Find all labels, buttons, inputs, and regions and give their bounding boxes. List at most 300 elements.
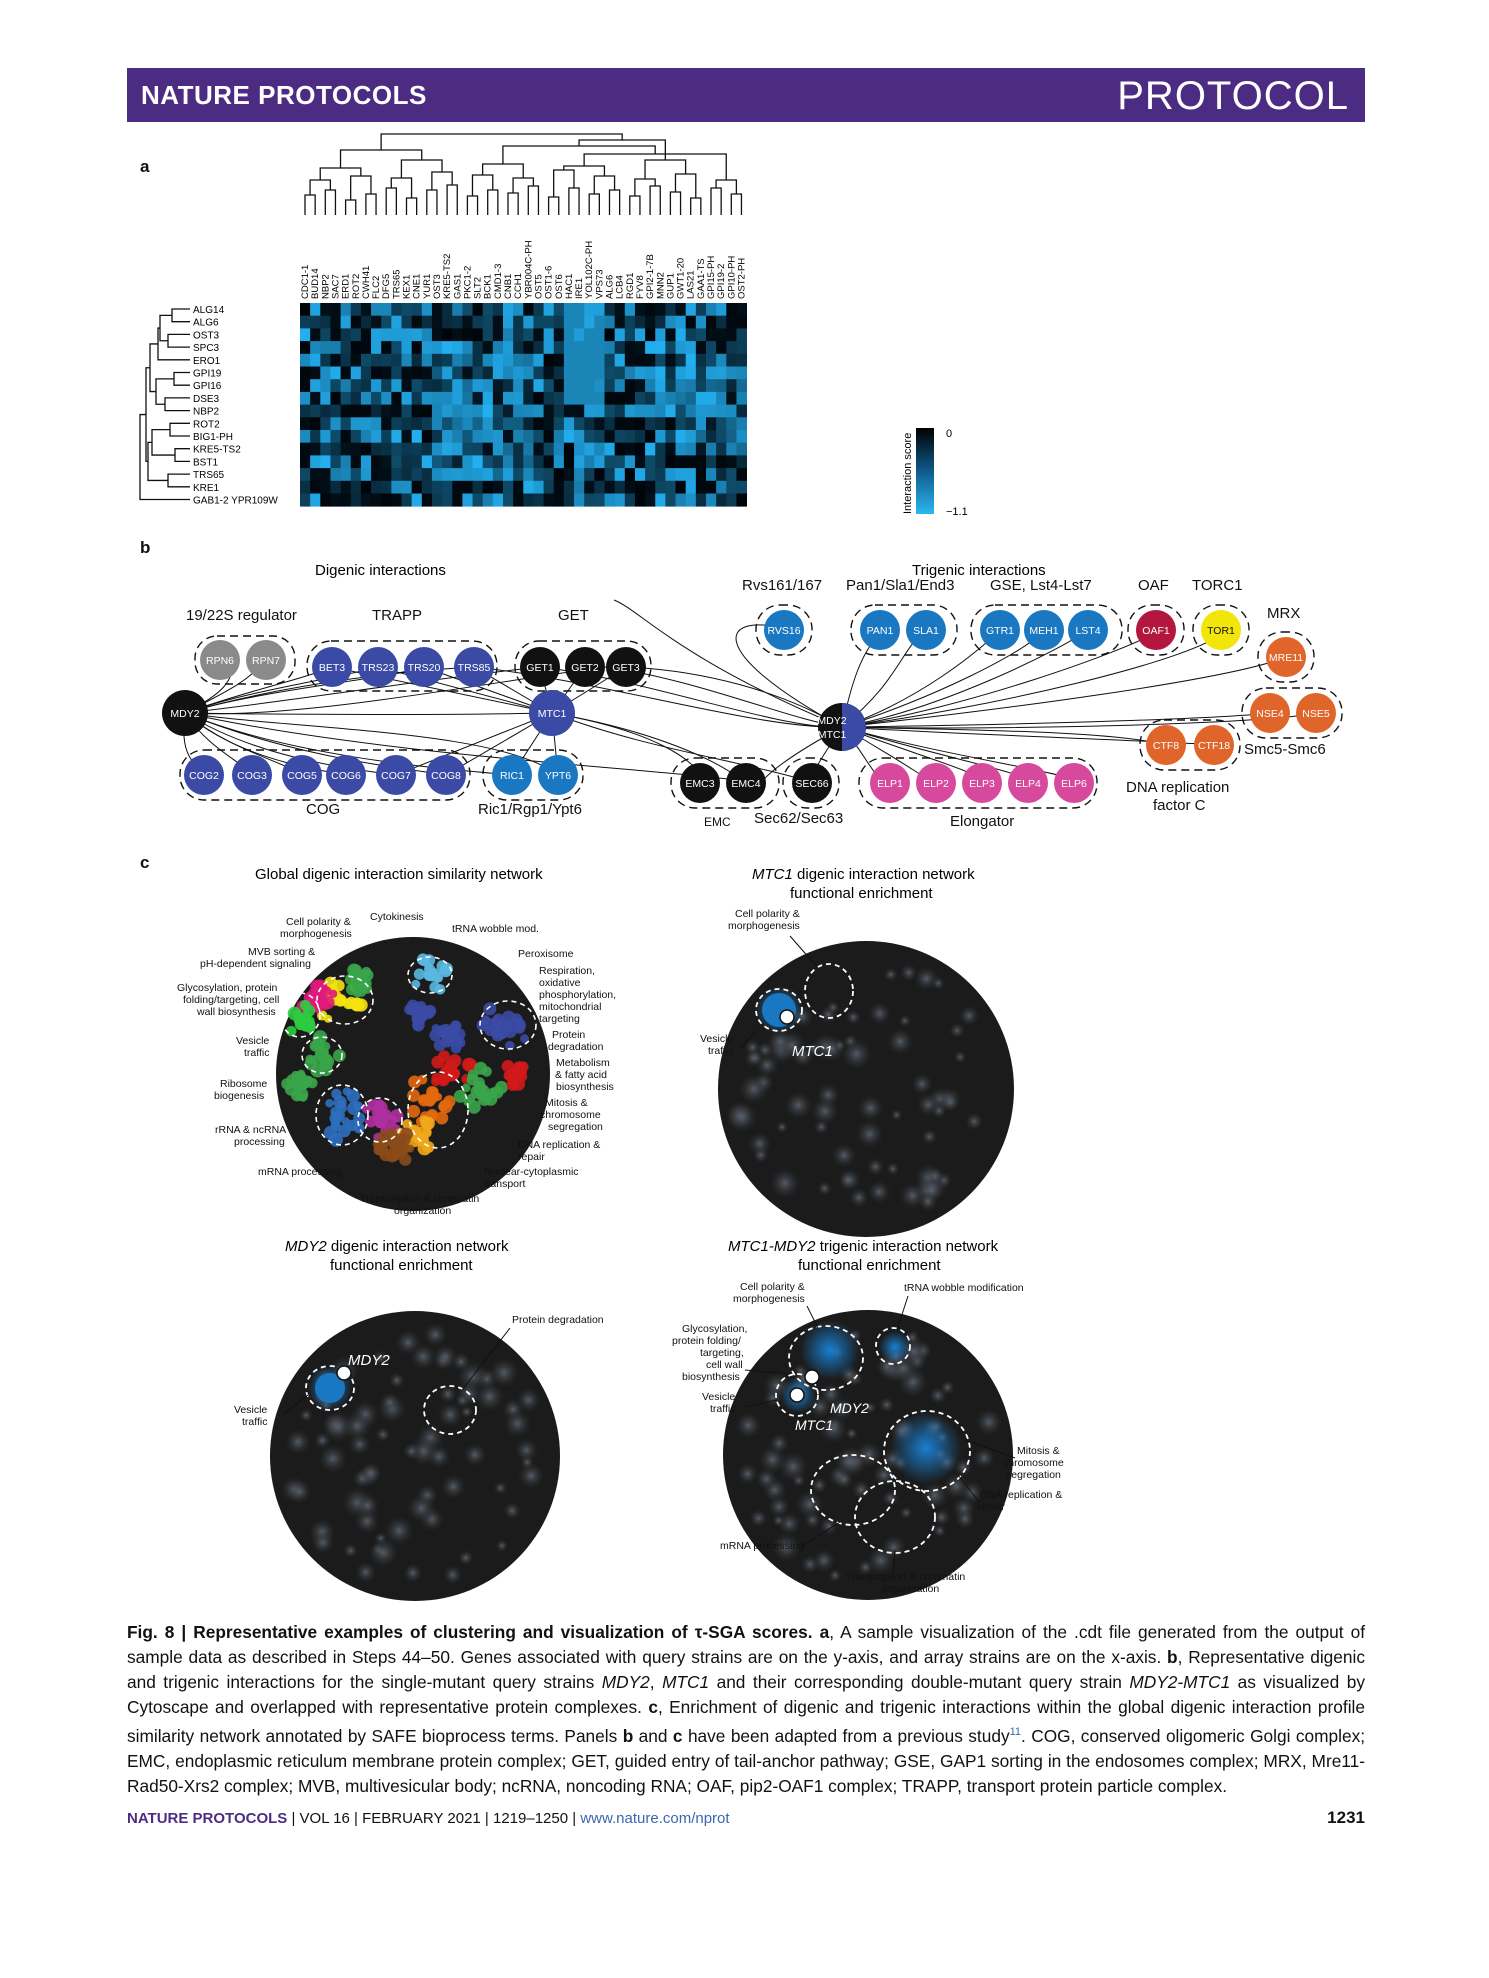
cluster-dot [389, 1148, 401, 1160]
heatmap-cell [574, 379, 585, 392]
row-dendrogram [140, 309, 190, 500]
heatmap-cell [391, 379, 402, 392]
background-cluster [920, 1481, 949, 1510]
background-cluster [949, 1022, 965, 1038]
network-node-label: GET3 [612, 662, 640, 674]
heatmap-cell [726, 481, 737, 494]
heatmap-cell [412, 392, 423, 405]
heatmap-cell [391, 354, 402, 367]
heatmap-cell [351, 430, 362, 443]
tri-subtitle: functional enrichment [798, 1257, 941, 1274]
cluster-dot [419, 1095, 427, 1103]
heatmap-cell [635, 443, 646, 456]
heatmap-cell [320, 379, 331, 392]
heatmap-cell [615, 328, 626, 341]
heatmap-cell [341, 354, 352, 367]
group-label-cog: COG [306, 801, 341, 818]
background-cluster [318, 1444, 348, 1474]
column-label: NBP2 [320, 274, 332, 299]
color-legend [916, 428, 934, 514]
heatmap-cell [686, 494, 697, 507]
background-cluster [833, 1039, 846, 1052]
heatmap-cell [615, 405, 626, 418]
heatmap-cell [655, 379, 666, 392]
heatmap-cell [625, 430, 636, 443]
glabel-1: Cell polarity & [286, 916, 351, 928]
heatmap-cell [503, 303, 514, 316]
heatmap-cell [351, 494, 362, 507]
heatmap-cell [391, 405, 402, 418]
heatmap-cell [736, 328, 747, 341]
heatmap-cell [706, 392, 717, 405]
heatmap-cell [381, 430, 392, 443]
cluster-dot [406, 1145, 414, 1153]
tri-label-3c: targeting, [700, 1347, 744, 1359]
background-cluster [882, 1490, 899, 1507]
heatmap-cell [310, 455, 321, 468]
heatmap-cell [361, 328, 372, 341]
heatmap-cell [432, 392, 443, 405]
heatmap-cell [676, 303, 687, 316]
heatmap-cell [544, 468, 555, 481]
heatmap-cell [361, 354, 372, 367]
heatmap-cell [473, 430, 484, 443]
glabel-6c: wall biosynthesis [197, 1006, 276, 1018]
heatmap-cell [493, 367, 504, 380]
heatmap-cell [544, 430, 555, 443]
heatmap-cell [412, 354, 423, 367]
heatmap-cell [371, 481, 382, 494]
background-cluster [814, 1119, 830, 1135]
heatmap-cell [330, 379, 341, 392]
heatmap-cell [462, 417, 473, 430]
caption-a-text: , A sample visualization of the .cdt file generated from the output of sample data as described in Steps 44–50. Genes associated with query strains are on the y-axis, and array strains are on the x-axis. [127, 1622, 1365, 1667]
journal-name: NATURE PROTOCOLS [141, 80, 427, 110]
cluster-dot [353, 1101, 363, 1111]
heatmap-cell [341, 367, 352, 380]
heatmap-cell [513, 430, 524, 443]
group-label-dna-rep: DNA replication [1126, 779, 1230, 796]
heatmap-cell [330, 481, 341, 494]
caption-ref-link[interactable]: 11 [1009, 1726, 1022, 1738]
heatmap-cell [483, 468, 494, 481]
background-cluster [804, 1511, 822, 1529]
heatmap-cell [513, 328, 524, 341]
heatmap-cell [341, 468, 352, 481]
heatmap-cell [584, 316, 595, 329]
heatmap-cell [300, 481, 311, 494]
heatmap-cell [686, 303, 697, 316]
cluster-dot [408, 1075, 421, 1088]
heatmap-cell [645, 468, 656, 481]
heatmap-cell [533, 455, 544, 468]
heatmap-cell [544, 405, 555, 418]
heatmap-cell [665, 481, 676, 494]
heatmap-cell [615, 354, 626, 367]
heatmap-cell [462, 430, 473, 443]
heatmap-cell [442, 316, 453, 329]
tri-label-8: Transcription & chromatin [846, 1571, 966, 1583]
heatmap-cell [330, 341, 341, 354]
row-label: ROT2 [193, 419, 220, 431]
heatmap-cell [402, 481, 413, 494]
column-label: YBR004C-PH [523, 240, 535, 299]
heatmap-cell [544, 392, 555, 405]
heatmap-cell [513, 354, 524, 367]
background-cluster [918, 1192, 938, 1212]
heatmap-cell [412, 481, 423, 494]
heatmap-cell [473, 455, 484, 468]
heatmap-cell [361, 367, 372, 380]
footer-volume: VOL 16 [299, 1810, 350, 1827]
cluster-dot [355, 998, 368, 1011]
heatmap-cell [635, 379, 646, 392]
mtc1-node [780, 1010, 794, 1024]
heatmap-cell [605, 430, 616, 443]
mdy2-label-1: Protein degradation [512, 1314, 604, 1326]
mdy2-title: MDY2 digenic interaction network [285, 1238, 509, 1255]
heatmap-cell [686, 341, 697, 354]
heatmap-cell [533, 392, 544, 405]
heatmap-cell [300, 379, 311, 392]
heatmap-cell [300, 392, 311, 405]
heatmap-cell [554, 303, 565, 316]
heatmap-cell [635, 354, 646, 367]
heatmap-cell [726, 367, 737, 380]
heatmap-cell [584, 341, 595, 354]
row-label: DSE3 [193, 393, 220, 405]
background-cluster [846, 1010, 862, 1026]
mtc1-label-1b: morphogenesis [728, 920, 800, 932]
heatmap-cell [503, 392, 514, 405]
heatmap-cell [665, 443, 676, 456]
column-label: MNN2 [655, 272, 667, 299]
heatmap-cell [706, 379, 717, 392]
heatmap-cell [686, 417, 697, 430]
heatmap-cell [605, 455, 616, 468]
heatmap-cell [564, 316, 575, 329]
cluster-dot [435, 984, 445, 994]
glabel-10b: & fatty acid [555, 1069, 607, 1081]
heatmap-cell [716, 494, 727, 507]
heatmap-cell [533, 354, 544, 367]
heatmap-cell [574, 341, 585, 354]
group-label-mrx: MRX [1267, 605, 1301, 622]
tri-label-3: Glycosylation, [682, 1323, 748, 1335]
heatmap-cell [706, 328, 717, 341]
heatmap-cell [422, 494, 433, 507]
heatmap-cell [676, 417, 687, 430]
heatmap-cell [432, 455, 443, 468]
heatmap-cell [402, 341, 413, 354]
column-label: CNB1 [503, 273, 514, 299]
heatmap-cell [594, 405, 605, 418]
caption-b-text2: and their corresponding double-mutant query strain [709, 1672, 1130, 1692]
heatmap-cell [635, 341, 646, 354]
heatmap-cell [422, 405, 433, 418]
cluster-dot [347, 1089, 360, 1102]
heatmap-cell [310, 341, 321, 354]
heatmap-cell [442, 468, 453, 481]
heatmap-cell [503, 405, 514, 418]
cluster-dot [297, 1070, 305, 1078]
heatmap-cell [300, 328, 311, 341]
heatmap-cell [361, 392, 372, 405]
heatmap-cell [351, 367, 362, 380]
heatmap-cell [615, 316, 626, 329]
background-cluster [769, 1433, 790, 1454]
heatmap-cell [716, 328, 727, 341]
heatmap-cell [696, 405, 707, 418]
heatmap-cell [422, 303, 433, 316]
heatmap-cell [513, 481, 524, 494]
heatmap-cell [452, 430, 463, 443]
heatmap-cell [533, 328, 544, 341]
heatmap-cell [462, 405, 473, 418]
background-cluster [811, 1477, 828, 1494]
heatmap-cell [391, 468, 402, 481]
heatmap-cell [503, 379, 514, 392]
network-node-label: NSE5 [1302, 708, 1330, 720]
caption-and: and [633, 1725, 673, 1746]
column-label: GPI15-PH [706, 255, 717, 299]
network-node-label: MEH1 [1029, 625, 1059, 637]
group-label-elongator: Elongator [950, 813, 1015, 830]
cluster-dot [305, 1055, 314, 1064]
row-label: TRS65 [193, 470, 225, 482]
heatmap-cell [462, 494, 473, 507]
heatmap-cell [473, 468, 484, 481]
row-label: SPC3 [193, 343, 220, 355]
heatmap-cell [341, 379, 352, 392]
caption-b-text3: as visualized by Cytoscape and overlapped with representative protein complexes. [127, 1672, 1365, 1717]
heatmap-cell [533, 430, 544, 443]
heatmap-cell [442, 341, 453, 354]
heatmap-cell [655, 481, 666, 494]
row-label: BST1 [193, 457, 219, 469]
heatmap-cell [310, 468, 321, 481]
heatmap-cell [696, 354, 707, 367]
group-label-sec62: Sec62/Sec63 [754, 810, 844, 827]
heatmap-cell [554, 316, 565, 329]
heatmap-cell [493, 417, 504, 430]
heatmap-cell [625, 443, 636, 456]
heatmap-cell [564, 392, 575, 405]
heatmap-cell [726, 430, 737, 443]
heatmap-cell [300, 468, 311, 481]
heatmap-cell [361, 405, 372, 418]
heatmap-cell [523, 455, 534, 468]
glabel-16: Nuclear-cytoplasmic [484, 1166, 579, 1178]
heatmap-cell [706, 481, 717, 494]
heatmap-cell [716, 354, 727, 367]
background-cluster [898, 1014, 911, 1027]
heatmap-cell [594, 379, 605, 392]
mtc1-title: MTC1 digenic interaction network [752, 866, 975, 883]
heatmap-cell [422, 468, 433, 481]
heatmap-cell [330, 468, 341, 481]
heatmap-cell [483, 367, 494, 380]
cluster-dot [429, 1029, 441, 1041]
heatmap-cell [412, 303, 423, 316]
heatmap-cell [655, 455, 666, 468]
heatmap-cell [605, 443, 616, 456]
heatmap-cell [412, 379, 423, 392]
background-cluster [911, 1073, 933, 1095]
heatmap-cell [442, 379, 453, 392]
heatmap-cell [310, 481, 321, 494]
heatmap-cell [442, 417, 453, 430]
glabel-3: tRNA wobble mod. [452, 923, 539, 935]
heatmap-cell [452, 468, 463, 481]
heatmap-cell [645, 481, 656, 494]
cluster-dot [356, 986, 366, 996]
heatmap-cell [432, 405, 443, 418]
heatmap-cell [300, 316, 311, 329]
heatmap-cell [432, 494, 443, 507]
heatmap-cell [412, 316, 423, 329]
heatmap-cell [452, 367, 463, 380]
heatmap-cell [726, 468, 737, 481]
heatmap-cell [615, 379, 626, 392]
heatmap-cell [493, 494, 504, 507]
heatmap-cell [645, 328, 656, 341]
heatmap-cell [554, 494, 565, 507]
heatmap-cell [513, 316, 524, 329]
glabel-5: Peroxisome [518, 948, 574, 960]
heatmap-cell [645, 354, 656, 367]
heatmap-cell [564, 379, 575, 392]
heatmap-cell [696, 481, 707, 494]
heatmap-cell [706, 443, 717, 456]
background-cluster [954, 1050, 967, 1063]
heatmap-cell [513, 468, 524, 481]
heatmap-cell [442, 481, 453, 494]
heatmap-cell [351, 468, 362, 481]
heatmap-cell [523, 417, 534, 430]
column-label: OST2-PH [736, 257, 748, 299]
heatmap-cell [605, 367, 616, 380]
column-label: GAA1-TS [695, 258, 707, 299]
heatmap-cell [310, 316, 321, 329]
heatmap-cell [402, 468, 413, 481]
heatmap-cell [320, 392, 331, 405]
heatmap-cell [371, 316, 382, 329]
heatmap-cell [452, 455, 463, 468]
heatmap-cell [676, 341, 687, 354]
tri-label-2: tRNA wobble modification [904, 1282, 1024, 1294]
background-cluster [768, 1496, 790, 1518]
background-cluster [354, 1509, 379, 1534]
heatmap-cell [442, 303, 453, 316]
column-label: TRS65 [391, 269, 403, 299]
heatmap-cell [330, 303, 341, 316]
cluster-dot [420, 1117, 431, 1128]
background-cluster [879, 1397, 895, 1413]
heatmap-cell [320, 316, 331, 329]
heatmap-cell [422, 417, 433, 430]
glabel-2: Cytokinesis [370, 911, 424, 923]
heatmap-cell [696, 316, 707, 329]
heatmap-cell [330, 455, 341, 468]
heatmap-cell [665, 405, 676, 418]
heatmap-cell [665, 455, 676, 468]
background-cluster [857, 1095, 884, 1122]
glabel-11: Ribosome [220, 1078, 268, 1090]
heatmap-cell [564, 354, 575, 367]
network-node-label: RPN6 [205, 655, 235, 667]
heatmap-cell [402, 303, 413, 316]
heatmap-cell [574, 481, 585, 494]
heatmap-cell [665, 367, 676, 380]
heatmap-cell [432, 328, 443, 341]
heatmap-cell [483, 328, 494, 341]
hub-mtc1-label: MTC1 [537, 708, 567, 720]
heatmap-cell [473, 417, 484, 430]
heatmap-cell [665, 468, 676, 481]
heatmap-cell [645, 367, 656, 380]
glabel-15: mRNA processing [258, 1166, 343, 1178]
heatmap-cell [736, 367, 747, 380]
heatmap-cell [391, 392, 402, 405]
heatmap-cell [391, 417, 402, 430]
heatmap-cell [351, 341, 362, 354]
network-node-label: PAN1 [866, 625, 894, 637]
group-label-gse: GSE, Lst4-Lst7 [990, 577, 1092, 594]
heatmap-cell [584, 481, 595, 494]
heatmap-cell [736, 481, 747, 494]
background-cluster [921, 1129, 937, 1145]
heatmap-cell [574, 468, 585, 481]
heatmap-cell [493, 379, 504, 392]
heatmap-cell [605, 341, 616, 354]
background-cluster [458, 1550, 474, 1566]
heatmap-cell [483, 405, 494, 418]
cluster-dot [376, 1116, 385, 1125]
panel-c-label: c [140, 853, 150, 872]
heatmap-cell [533, 367, 544, 380]
heatmap-cell [533, 341, 544, 354]
heatmap-cell [351, 379, 362, 392]
heatmap-cell [371, 354, 382, 367]
cluster-dot [412, 1013, 425, 1026]
heatmap-cell [330, 328, 341, 341]
background-cluster [955, 1509, 976, 1530]
heatmap-cell [574, 354, 585, 367]
heatmap-cell [716, 392, 727, 405]
row-label: ERO1 [193, 355, 221, 367]
heatmap-cell [310, 443, 321, 456]
heatmap-cell [513, 303, 524, 316]
heatmap-cell [432, 316, 443, 329]
heatmap-cell [584, 443, 595, 456]
heatmap-cell [736, 379, 747, 392]
heatmap-cell [696, 392, 707, 405]
heatmap-cell [533, 405, 544, 418]
heatmap-cell [310, 417, 321, 430]
heatmap-cell [696, 379, 707, 392]
cluster-dot [303, 1005, 315, 1017]
heatmap-cell [655, 392, 666, 405]
heatmap-cell [412, 328, 423, 341]
heatmap-cell [564, 481, 575, 494]
footer-url-link[interactable]: www.nature.com/nprot [580, 1810, 730, 1827]
glabel-14: DNA replication & [518, 1139, 601, 1151]
row-label: KRE1 [193, 482, 220, 494]
heatmap-cell [615, 430, 626, 443]
heatmap-cell [584, 392, 595, 405]
glabel-6: Glycosylation, protein [177, 982, 278, 994]
